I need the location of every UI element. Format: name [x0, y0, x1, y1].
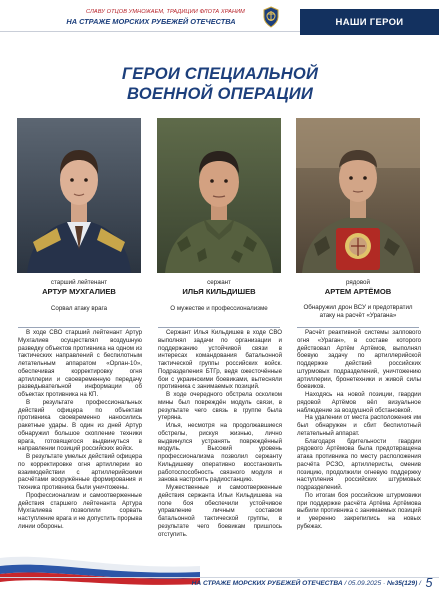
footer-issue-suffix: / — [419, 580, 421, 587]
footer-info — [173, 580, 421, 587]
footer-divider — [0, 577, 439, 578]
article-column-mukhgaliev — [18, 329, 142, 531]
naval-emblem-icon — [262, 6, 280, 28]
paragraph: В ходе СВО старший лейтенант Артур Мухгалиев осуществлял воздушную разведку объектов противника на одном из тактических направлений с беспилотным летательным аппаратом «Орлан-10», обеспечивая корректировку огня артиллерии и своевременную передачу разведывательной информации об объектах противника на КП. — [18, 329, 142, 398]
paragraph: В результате профессиональных действий офицера по объектам противника своевременно наносились ракетные удары. В один из дней Артур обнаружил большое скопление техники врага, готовящегося выдвинуться в направлении позиций российских войск. — [18, 398, 142, 453]
article-column-artemov — [297, 329, 421, 531]
hero-caption-mukhgaliev — [16, 279, 142, 313]
paragraph: Находясь на новой позиции, гвардии рядовой Артёмов вёл визуальное наблюдение за воздушной обстановкой. — [297, 391, 421, 414]
footer-paper-title: НА СТРАЖЕ МОРСКИХ РУБЕЖЕЙ ОТЕЧЕСТВА — [191, 580, 343, 587]
hero-subtitle: Обнаружил дрон ВСУ и предотвратил атаку на расчёт «Урагана» — [303, 304, 413, 319]
page-title — [55, 64, 385, 104]
hero-rank: сержант — [207, 279, 231, 286]
russian-flag-ribbon-icon — [0, 548, 200, 590]
article-column-kildishev — [158, 329, 282, 538]
paragraph: В результате умелых действий офицера по корректировке огня артиллерии во взаимодействии с артиллерийскими расчётами вооружённые формирования и техника противника были уничтожены. — [18, 453, 142, 491]
paragraph: В ходе очередного обстрела осколком мины был повреждён модуль связи, в результате чего связь в группе была утеряна. — [158, 391, 282, 422]
paragraph: Профессионализм и самоотверженные действия старшего лейтенанта Артура Мухгалиева позволили сорвать наступление врага и не допустить прорыва линии обороны. — [18, 491, 143, 530]
hero-caption-artemov — [295, 279, 421, 320]
paragraph: Сержант Илья Кильдишев в ходе СВО выполнял задачи по организации и поддержанию устойчивой связи в интересах командования батальонной тактической группы российских войск. Подразделения БТГр, ведя ожесточённые бои с украинскими боевиками, вытесняли противника с занимаемых позиций. — [158, 329, 282, 391]
page-title-line1: ГЕРОИ СПЕЦИАЛЬНОЙ — [121, 64, 319, 83]
paragraph: Благодаря бдительности гвардии рядового Артёмова была предотвращена атака противника по месту расположения расчёта РСЗО, артиллеристы, сменив позицию, продолжили огневую поддержку наступления российских штурмовых подразделений. — [297, 437, 421, 491]
caption-divider — [297, 327, 419, 328]
footer-issue: №35(129) — [387, 580, 418, 587]
header-motto: СЛАВУ ОТЦОВ УМНОЖАЕМ, ТРАДИЦИИ ФЛОТА ХРАНИМ — [86, 9, 245, 15]
header-paper-title: НА СТРАЖЕ МОРСКИХ РУБЕЖЕЙ ОТЕЧЕСТВА — [66, 17, 236, 26]
section-title: НАШИ ГЕРОИ — [300, 9, 439, 35]
paragraph: По итогам боя российские штурмовики при поддержке расчёта Артёма Артёмова выбили противника с занимаемых позиций и уверенно закрепились на новых рубежах. — [297, 491, 421, 530]
hero-subtitle: О мужестве и профессионализме — [170, 305, 268, 312]
caption-divider — [18, 327, 140, 328]
header-divider — [0, 31, 300, 32]
hero-name: ИЛЬЯ КИЛЬДИШЕВ — [182, 287, 256, 296]
hero-rank: старший лейтенант — [50, 279, 108, 286]
footer-date: / 05.09.2025 · — [344, 580, 386, 587]
paragraph: Илья, несмотря на продолжавшиеся обстрелы, рискуя жизнью, лично выдвинулся устранять повреждённый модуль. Высокий уровень профессионализма позволил сержанту Кильдишеву оперативно восстановить работоспособность связного модуля и занова настроить радиостанцию. — [158, 422, 282, 484]
paragraph: Мужественные и самоотверженные действия сержанта Ильи Кильдишева на поле боя обеспечили устойчивое управление личным составом батальонной тактической группы, в результате чего боевикам пришлось отступить. — [158, 484, 282, 538]
hero-name: АРТУР МУХГАЛИЕВ — [42, 287, 116, 296]
page-number: 5 — [425, 576, 433, 590]
hero-name: АРТЕМ АРТЁМОВ — [324, 287, 392, 296]
hero-photo-kildishev — [157, 118, 281, 273]
hero-photo-artemov — [296, 118, 420, 273]
paragraph: На удалении от места расположения им был обнаружен и сбит беспилотный летательный аппарат. — [297, 414, 421, 437]
page-title-line2: ВОЕННОЙ ОПЕРАЦИИ — [126, 84, 314, 103]
hero-caption-kildishev — [156, 279, 282, 313]
caption-divider — [158, 327, 280, 328]
hero-rank: рядовой — [346, 279, 370, 286]
hero-photo-mukhgaliev — [17, 118, 141, 273]
paragraph: Расчёт реактивной системы залпового огня «Ураган», в составе которого действовал Артём Артёмов, выполнял боевую задачу по артиллерийской поддержке действий российских штурмовых подразделений, уничтожению артиллерии, бронетехники и живой силы боевиков. — [297, 329, 421, 391]
hero-subtitle: Сорвал атаку врага — [50, 305, 108, 312]
